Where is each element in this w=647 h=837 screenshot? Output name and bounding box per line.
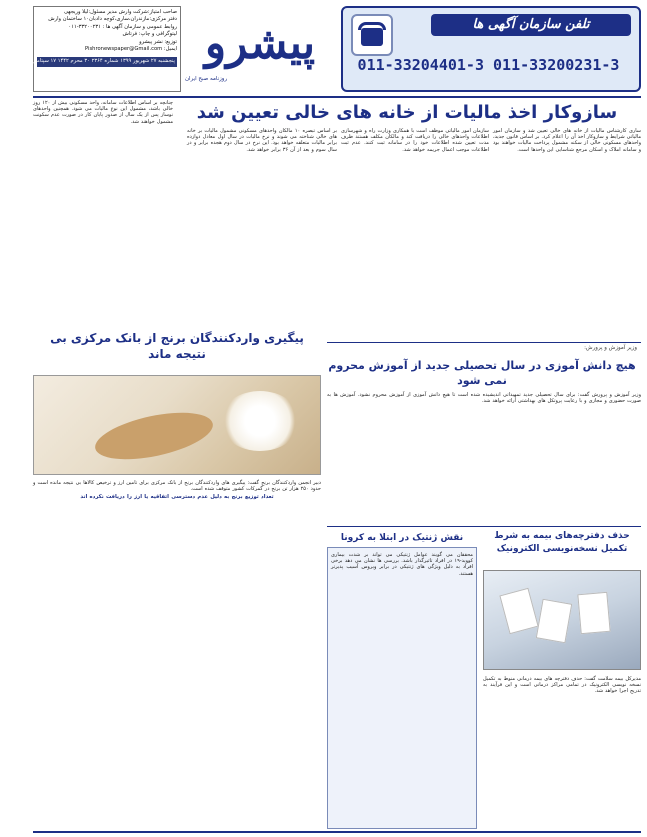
- address-line: دفتر مرکزی:مازندران،ساری،کوچه دادبان۱۰ ساختمان وارش: [48, 16, 177, 23]
- insurance-headline: حذف دفترچه‌های بیمه به شرط تکمیل نسخه‌نویسی الکترونیک: [494, 531, 630, 554]
- corona-headline: نقش ژنتیک در ابتلا به کرونا: [340, 533, 464, 543]
- footer-divider: [33, 831, 641, 833]
- main-col-3-text: بر اساس تبصره ۱۰ مالکان واحدهای مسکونی مشمول مالیات بر خانه های خالی شناخته می شوند و نرخ مالیات در سال اول معادل دوازده برابر مالیات متعلقه خواهد بود. این نرخ در سال دوم هجده برابر و در سال سوم و بعد از آن ۳۶ برابر خواهد شد.: [187, 128, 337, 153]
- main-col-2-text: سازمان امور مالیاتی موظف است با همکاری وزارت راه و شهرسازی اطلاعات واحدهای خالی را دریافت کند و مالکان مکلف هستند ظرف مدت تعیین شده اطلاعات خود را در سامانه ثبت کنند. عدم ثبت اطلاعات موجب اعمال جریمه خواهد شد.: [341, 128, 489, 153]
- edu-kicker: وزیر آموزش و پرورش:: [584, 345, 637, 351]
- rice-photo: [33, 375, 321, 475]
- edu-body-text: وزیر آموزش و پرورش گفت: برای سال تحصیلی جدید تمهیداتی اندیشیده شده است تا هیچ دانش آموزی از آموزش محروم نشود. آموزش ها به صورت حضوری و مجازی و با رعایت پروتکل های بهداشتی ارائه خواهد شد.: [327, 392, 641, 405]
- edu-headline: هیچ دانش آموزی در سال تحصیلی جدید از آموزش محروم نمی شود: [328, 359, 636, 387]
- corona-body-text: محققان می گویند عوامل ژنتیکی می تواند بر شدت بیماری کووید-۱۹ در افراد تاثیرگذار باشد. بررسی ها نشان می دهد برخی افراد به دلیل ویژگی های ژنتیکی در برابر ویروس آسیب پذیرتر هستند.: [331, 552, 473, 577]
- newspaper-logo: پیشرو: [204, 18, 316, 69]
- publisher-line: صاحب امتیاز:شرکت وارش مدیر مسئول:لیلا وریجهی: [63, 9, 177, 15]
- distribution-line: توزیع: نشر پیشرو: [139, 38, 177, 45]
- corona-article-body: [331, 552, 473, 824]
- rice-subhead: تعداد توزیع برنج به دلیل عدم دسترسی اتفاقیه یا ارز را دریافت نکرده اند: [80, 494, 274, 501]
- main-article-col-2: [341, 128, 489, 340]
- rice-body-text: دبیر انجمن واردکنندگان برنج گفت: پیگیری های واردکنندگان برنج از بانک مرکزی برای تامین ارز و ترخیص کالاها بی نتیجه مانده است و حدود ۲۵۰ هزار تن برنج در گمرکات کشور متوقف شده است.: [33, 480, 321, 493]
- phone-icon: [351, 14, 393, 56]
- section-divider-edu: [327, 342, 641, 343]
- ad-title: تلفن سازمان آگهی ها: [431, 14, 631, 36]
- main-article-col-left: [33, 100, 173, 328]
- rice-article-body: [33, 480, 321, 830]
- main-col-1-text: ساری کارشناس مالیات از خانه های خالی تعیین شد و سازمان امور مالیاتی شرایط و سازوکار اخذ آن را اعلام کرد. بر اساس قانون جدید، واحدهای مسکونی خالی از سکنه مشمول پرداخت مالیات خواهند بود و سامانه املاک و اسکان مرجع شناسایی این واحدها است.: [493, 128, 641, 153]
- publication-info: [0, 6, 181, 92]
- ad-phone-box: [341, 6, 641, 92]
- rice-headline: پیگیری واردکنندگان برنج از بانک مرکزی بی نتیجه ماند: [50, 331, 304, 361]
- masthead: [0, 6, 641, 92]
- main-col-left-text: چنانچه بر اساس اطلاعات سامانه، واحد مسکونی بیش از ۱۲۰ روز خالی باشد، مشمول این نوع مالیات می شود. همچنین واحدهای نوساز پس از یک سال از صدور پایان کار در صورت عدم سکونت مشمول خواهند شد.: [33, 100, 174, 125]
- issue-line: پنجشنبه ۲۷ شهریور ۱۳۹۹ شماره ۲۳۶۴ ۳۰ محرم ۱۴۴۲ ۱۷ سپتامبر ۲۰۲۰ ۸ صفحه: [37, 57, 177, 66]
- section-divider-lower: [327, 526, 641, 527]
- insurance-photo: [483, 570, 641, 670]
- email-line: ایمیل: Pishronewspaper@Gmail.com: [85, 46, 177, 53]
- print-line: لیتوگرافی و چاپ: فرتاش: [122, 31, 177, 38]
- top-divider: [33, 96, 641, 98]
- main-article-col-3: [187, 128, 337, 340]
- logo-tagline: روزنامه صبح ایران: [185, 76, 228, 82]
- edu-article-body: [327, 392, 641, 522]
- insurance-article-body: [483, 676, 641, 828]
- main-headline: سازوکار اخذ مالیات از خانه های خالی تعیین شد: [196, 102, 618, 123]
- contact-line: روابط عمومی و سازمان آگهی ها : ۳۳۲۰۰۲۳۱-۰۱۱: [68, 23, 177, 30]
- ad-phone-numbers: 011-33204401-3 011-33200231-3: [357, 56, 620, 74]
- main-article-col-1: [493, 128, 641, 340]
- insurance-body-text: مدیرکل بیمه سلامت گفت: حذف دفترچه های بیمه درمانی منوط به تکمیل نسخه نویسی الکترونیک در تمامی مراکز درمانی است و این فرآیند به تدریج اجرا خواهد شد.: [483, 676, 641, 695]
